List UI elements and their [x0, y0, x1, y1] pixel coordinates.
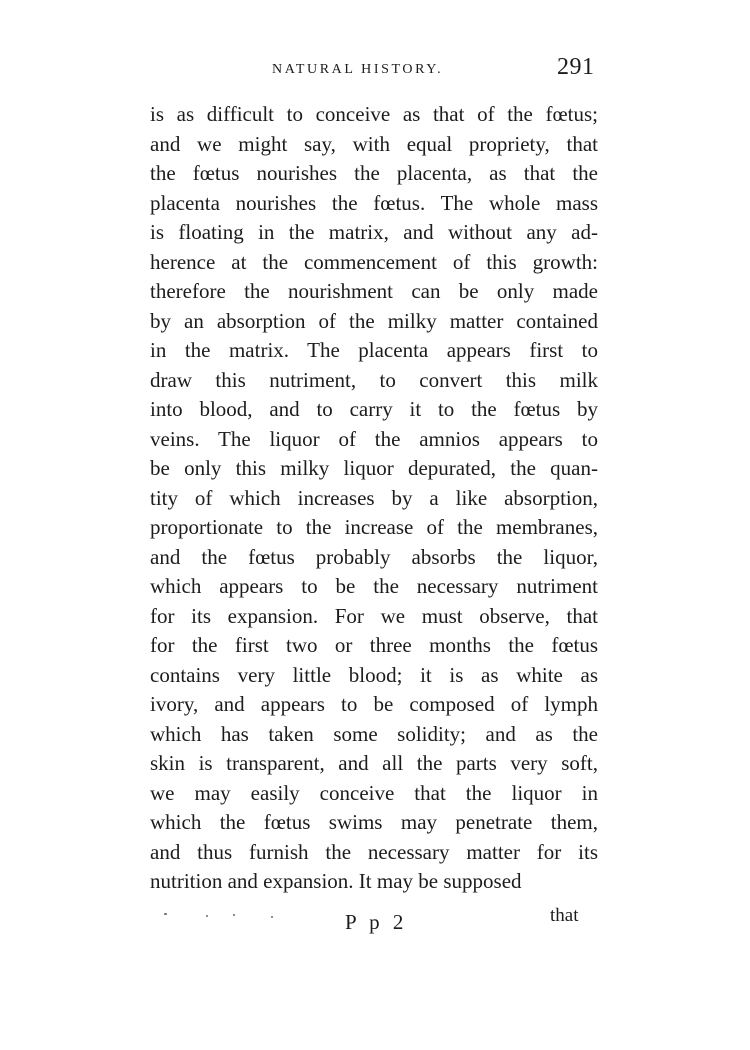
- page-number: 291: [557, 54, 595, 80]
- text-line: is floating in the matrix, and without any ad-: [150, 220, 598, 244]
- text-line: veins. The liquor of the amnios appears to: [150, 426, 598, 451]
- body-text: [150, 100, 598, 897]
- ink-speck: [164, 913, 167, 915]
- text-line: tity of which increases by a like absorption,: [150, 485, 598, 510]
- text-line: which appears to be the necessary nutriment: [150, 574, 598, 598]
- text-line: ivory, and appears to be composed of lymph: [150, 692, 598, 716]
- text-line: for the first two or three months the fœtus: [150, 633, 598, 657]
- text-line: herence at the commencement of this growth:: [150, 249, 598, 274]
- text-line: be only this milky liquor depurated, the quan-: [150, 456, 598, 480]
- text-line: and we might say, with equal propriety, that: [150, 131, 598, 156]
- text-line: which has taken some solidity; and as the: [150, 721, 598, 746]
- ink-speck: [271, 916, 273, 918]
- running-head: NATURAL HISTORY.: [272, 62, 444, 77]
- text-line: by an absorption of the milky matter contained: [150, 308, 598, 333]
- text-line: which the fœtus swims may penetrate them,: [150, 810, 598, 834]
- text-line: into blood, and to carry it to the fœtus by: [150, 397, 598, 421]
- text-line: and the fœtus probably absorbs the liquor,: [150, 544, 598, 569]
- text-line: placenta nourishes the fœtus. The whole mass: [150, 190, 598, 215]
- text-line: draw this nutriment, to convert this milk: [150, 367, 598, 392]
- text-line: proportionate to the increase of the membranes,: [150, 515, 598, 539]
- text-line: contains very little blood; it is as white as: [150, 662, 598, 687]
- text-line: for its expansion. For we must observe, that: [150, 603, 598, 628]
- text-line: is as difficult to conceive as that of the fœtus;: [150, 102, 598, 126]
- text-line: we may easily conceive that the liquor in: [150, 780, 598, 805]
- text-line: therefore the nourishment can be only made: [150, 279, 598, 303]
- text-line: skin is transparent, and all the parts very soft,: [150, 751, 598, 775]
- signature-mark: P p 2: [345, 910, 408, 934]
- text-line: the fœtus nourishes the placenta, as that the: [150, 161, 598, 185]
- catchword: that: [550, 905, 579, 926]
- text-line: in the matrix. The placenta appears first to: [150, 338, 598, 362]
- ink-speck: [206, 915, 208, 917]
- text-line: and thus furnish the necessary matter for its: [150, 839, 598, 864]
- text-line: nutrition and expansion. It may be supposed: [150, 869, 522, 893]
- ink-speck: [233, 914, 235, 916]
